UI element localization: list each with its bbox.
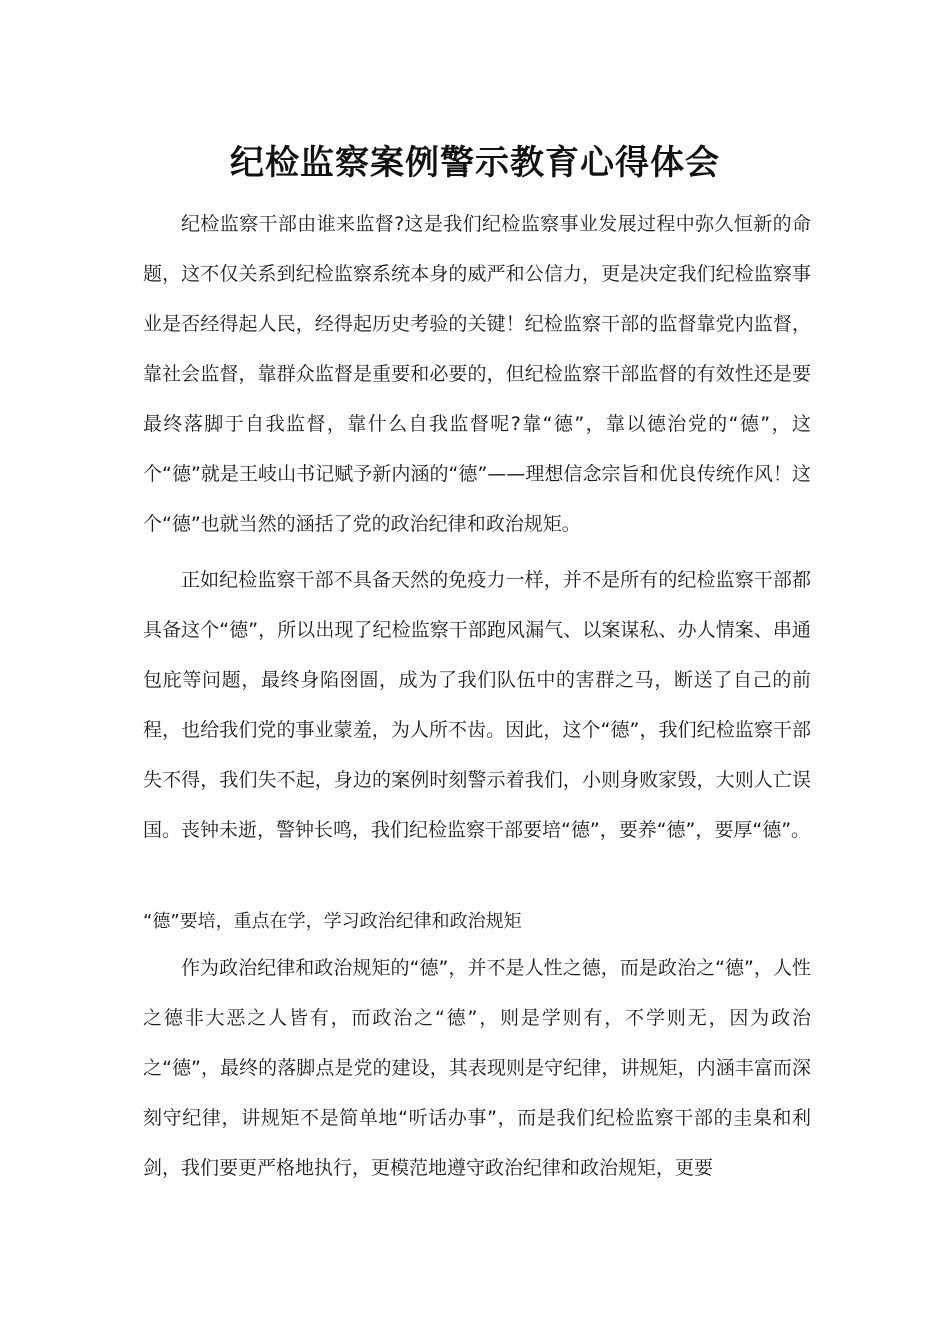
- document-title: 纪检监察案例警示教育心得体会: [230, 143, 720, 183]
- section-heading: “德”要培，重点在学，学习政治纪律和政治规矩: [143, 911, 522, 932]
- body-paragraph-2: 正如纪检监察干部不具备天然的免疫力一样，并不是所有的纪检监察干部都具备这个“德”，所以出现了纪检监察干部跑风漏气、以案谋私、办人情案、串通包庇等问题，最终身陷囹圄，成为了我们队伍中的害群之马，断送了自己的前程，也给我们党的事业蒙羞，为人所不齿。因此，这个“德”，我们纪检监察干部失不得，我们失不起，身边的案例时刻警示着我们，小则身败家毁，大则人亡误国。丧钟未逝，警钟长鸣，我们纪检监察干部要培“德”，要养“德”，要厚“德”。: [143, 569, 811, 841]
- body-paragraph-1: 纪检监察干部由谁来监督?这是我们纪检监察事业发展过程中弥久恒新的命题，这不仅关系到纪检监察系统本身的威严和公信力，更是决定我们纪检监察事业是否经得起人民，经得起历史考验的关键！纪检监察干部的监督靠党内监督，靠社会监督，靠群众监督是重要和必要的，但纪检监察干部监督的有效性还是要最终落脚于自我监督，靠什么自我监督呢?靠“德”，靠以德治党的“德”，这个“德”就是王岐山书记赋予新内涵的“德”——理想信念宗旨和优良传统作风！这个“德”也就当然的涵括了党的政治纪律和政治规矩。: [143, 213, 811, 535]
- body-paragraph-3: 作为政治纪律和政治规矩的“德”，并不是人性之德，而是政治之“德”，人性之德非大恶之人皆有，而政治之“德”，则是学则有，不学则无，因为政治之“德”，最终的落脚点是党的建设，其表现则是守纪律，讲规矩，内涵丰富而深刻守纪律，讲规矩不是简单地“听话办事”，而是我们纪检监察干部的圭臬和利剑，我们要更严格地执行，更模范地遵守政治纪律和政治规矩，更要: [143, 957, 811, 1179]
